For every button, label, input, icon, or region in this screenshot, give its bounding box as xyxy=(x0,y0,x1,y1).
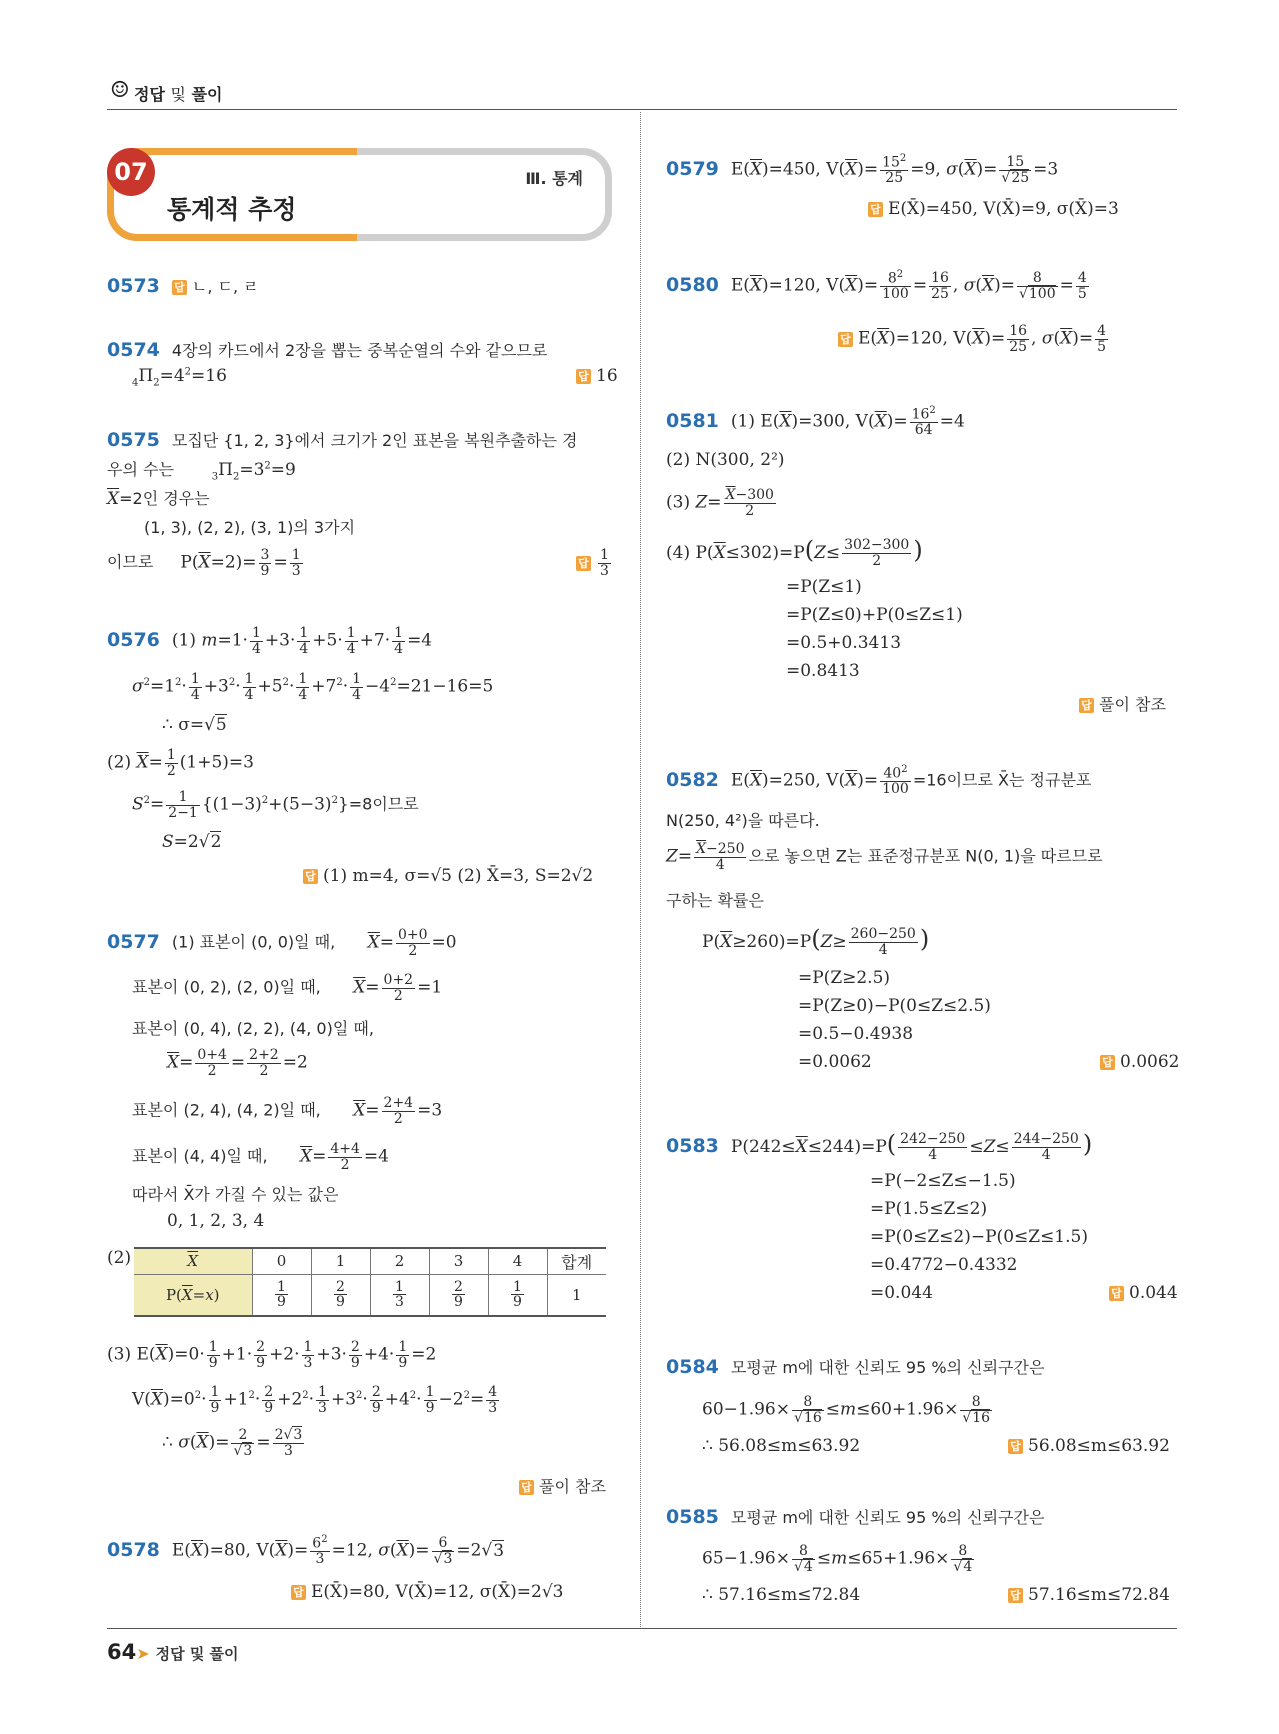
problem-0580: 0580 $E(\overline{X})=120$, $V(\overline{X})=$ $\frac{8^2}{100}$ = $\frac{16}{25}$ , $\sigma(\overline{X})=$ $\frac{8}{√100}$ = $\frac{4}{5}$ xyxy=(666,269,1087,303)
problem-0582-s3: =0.5−0.4938 xyxy=(798,1024,914,1044)
problem-0583-s2: =P(1.5≤Z≤2) xyxy=(870,1199,988,1219)
problem-0577-l11: ∴ $\sigma(\overline{X})=$ $\frac{2}{√3}$ = $\frac{2√3}{3}$ xyxy=(162,1427,303,1459)
answer-0580: 답 $E(\overline{X})=120$, $V(\overline{X})=$ $\frac{16}{25}$ , $\sigma(\overline{X})=$ $\frac{4}{5}$ xyxy=(838,324,1110,354)
problem-0584-l3: ∴ 56.08≤m≤63.92 xyxy=(702,1436,861,1456)
answer-0585: 답 57.16≤m≤72.84 xyxy=(1008,1585,1170,1605)
chapter-title: 통계적 추정 xyxy=(167,195,297,224)
answer-0575: 답 $\frac{1}{3}$ xyxy=(576,548,613,578)
mascot-icon: ☺ xyxy=(110,78,130,103)
problem-0581-s1: =P(Z≤1) xyxy=(786,577,862,597)
problem-0575: 0575 모집단 {1, 2, 3}에서 크기가 2인 표본을 복원추출하는 경 xyxy=(107,429,578,451)
problem-0585-l2: 65−1.96× $\frac{8}{√4}$ ≤m≤65+1.96× $\frac{8}{√4}$ xyxy=(702,1543,973,1575)
arrow-icon: ➤ xyxy=(136,1644,150,1663)
footer-rule xyxy=(107,1628,1177,1629)
problem-0577-l2: 표본이 (0, 2), (2, 0)일 때, $\overline{X}=$ $\frac{0+2}{2}$ =1 xyxy=(132,972,443,1004)
page-footer xyxy=(107,1640,239,1664)
problem-0582-s4: =0.0062 xyxy=(798,1052,872,1072)
problem-0576-l5: $S^2=$ $\frac{1}{2-1}$ $\{(1-3)^2+(5-3)^2\}=8$이므로 xyxy=(132,789,419,821)
problem-0576-l6: S=2√2 xyxy=(162,832,222,852)
problem-0585-l3: ∴ 57.16≤m≤72.84 xyxy=(702,1585,861,1605)
problem-0582-l5: $P(\overline{X}\ge 260)=P(Z\ge$ $\frac{260-250}{4}$ ) xyxy=(702,925,930,958)
problem-0583-s5: =0.044 xyxy=(870,1283,933,1303)
answer-0574: 답 16 xyxy=(576,366,618,386)
problem-0576-l2: $\sigma^2=1^2\cdot$ $\frac{1}{4}$ $+3^2\cdot$ $\frac{1}{4}$ $+5^2\cdot$ $\frac{1}{4}$ $+7^2\cdot$ $\frac{1}{4}$ $-4^2=21-16=5$ xyxy=(132,671,494,703)
answer-icon: 답 xyxy=(172,280,187,295)
chapter-part: Ⅲ. 통계 xyxy=(525,169,583,188)
problem-0577-l7: 따라서 X̄가 가질 수 있는 값은 xyxy=(132,1185,339,1204)
problem-0574: 0574 4장의 카드에서 2장을 뽑는 중복순열의 수와 같으므로 xyxy=(107,339,548,361)
problem-0577-l4: $\overline{X}=$ $\frac{0+4}{2}$ = $\frac{2+2}{2}$ =2 xyxy=(167,1047,308,1079)
page-header xyxy=(107,78,1177,110)
problem-0575-l5: 이므로 $P(\overline{X}=2)=$ $\frac{3}{9}$ = $\frac{1}{3}$ xyxy=(107,547,301,579)
answer-0581: 답 풀이 참조 xyxy=(1079,692,1166,715)
problem-0575-l3: $\overline{X}=2$인 경우는 xyxy=(107,489,210,509)
problem-0575-l4: (1, 3), (2, 2), (3, 1)의 3가지 xyxy=(144,518,356,537)
problem-0584-l2: 60−1.96× $\frac{8}{√16}$ ≤m≤60+1.96× $\frac{8}{√16}$ xyxy=(702,1394,991,1426)
problem-0581-l3: (3) Z= $\frac{\overline{X}-300}{2}$ xyxy=(666,487,774,519)
problem-0582-l3: Z= $\frac{\overline{X}-250}{4}$ 으로 놓으면 Z는 표준정규분포 N(0, 1)을 따르므로 xyxy=(666,841,1103,873)
problem-0577-l5: 표본이 (2, 4), (4, 2)일 때, $\overline{X}=$ $\frac{2+4}{2}$ =3 xyxy=(132,1095,443,1127)
problem-0573: 0573 답 ㄴ, ㄷ, ㄹ xyxy=(107,275,259,297)
problem-0579: 0579 $E(\overline{X})=450$, $V(\overline{X})=$ $\frac{15^2}{25}$ =9, $\sigma(\overline{X})=$ $\frac{15}{√25}$ =3 xyxy=(666,153,1059,187)
answer-0583: 답 0.044 xyxy=(1109,1283,1178,1303)
footer-label: 정답 및 풀이 xyxy=(155,1645,239,1663)
problem-0582-s1: =P(Z≥2.5) xyxy=(798,968,891,988)
header-title: 정답 및 풀이 xyxy=(134,85,223,104)
problem-0581-l2: (2) N(300, 2²) xyxy=(666,450,785,470)
problem-0581-s2: =P(Z≤0)+P(0≤Z≤1) xyxy=(786,605,963,625)
answer-0577: 답 풀이 참조 xyxy=(519,1474,606,1497)
page-number: 64 xyxy=(107,1640,137,1664)
problem-0585: 0585 모평균 m에 대한 신뢰도 95 %의 신뢰구간은 xyxy=(666,1506,1045,1528)
problem-0577-l8: 0, 1, 2, 3, 4 xyxy=(167,1211,265,1231)
problem-0584: 0584 모평균 m에 대한 신뢰도 95 %의 신뢰구간은 xyxy=(666,1356,1045,1378)
column-divider xyxy=(640,112,641,1627)
problem-0582-s2: =P(Z≥0)−P(0≤Z≤2.5) xyxy=(798,996,991,1016)
problem-0581-s4: =0.8413 xyxy=(786,661,860,681)
problem-0581-s3: =0.5+0.3413 xyxy=(786,633,902,653)
problem-0576-l4: (2) $\overline{X}=$ $\frac{1}{2}$ (1+5)=3 xyxy=(107,747,254,779)
answer-0576: 답 (1) m=4, σ=√5 (2) X̄=3, S=2√2 xyxy=(303,866,593,886)
problem-0583-s4: =0.4772−0.4332 xyxy=(870,1255,1018,1275)
problem-0581: 0581 (1) $E(\overline{X})=300$, $V(\overline{X})=$ $\frac{16^2}{64}$ =4 xyxy=(666,405,965,439)
problem-0582-l4: 구하는 확률은 xyxy=(666,891,764,910)
problem-0577-l6: 표본이 (4, 4)일 때, $\overline{X}=$ $\frac{4+4}{2}$ =4 xyxy=(132,1141,389,1173)
answer-0579: 답 E(X̄)=450, V(X̄)=9, σ(X̄)=3 xyxy=(868,199,1119,219)
problem-0577: 0577 (1) 표본이 (0, 0)일 때, $\overline{X}=$ $\frac{0+0}{2}$ =0 xyxy=(107,927,457,959)
formula-0574: $_4\Pi_2=4^2=16$ xyxy=(132,366,227,389)
chapter-number: 07 xyxy=(107,148,155,196)
distribution-table: $\overline{X}$ 0 1 2 3 4 합계 $P(\overline{X}=x)$ $\frac{1}{9}$ $\frac{2}{9}$ $\frac{1}{3}$ $\frac{2}{9}$ $\frac{1}{9}$ 1 xyxy=(134,1247,606,1317)
answer-0582: 답 0.0062 xyxy=(1100,1052,1179,1072)
problem-0576-l3: ∴ σ=√5 xyxy=(162,715,227,735)
problem-0581-l4: (4) $P(\overline{X}\le 302)=P(Z\le$ $\frac{302-300}{2}$ ) xyxy=(666,536,923,569)
problem-0583-s3: =P(0≤Z≤2)−P(0≤Z≤1.5) xyxy=(870,1227,1088,1247)
problem-0577-l3: 표본이 (0, 4), (2, 2), (4, 0)일 때, xyxy=(132,1019,374,1038)
problem-0582: 0582 $E(\overline{X})=250$, $V(\overline{X})=$ $\frac{40^2}{100}$ =16이므로 X̄는 정규분포 xyxy=(666,764,1092,798)
problem-0578: 0578 $E(\overline{X})=80$, $V(\overline{X})=$ $\frac{6^2}{3}$ =12, $\sigma(\overline{X})=$ $\frac{6}{√3}$ =2√3 xyxy=(107,1534,505,1568)
answer-0578: 답 E(X̄)=80, V(X̄)=12, σ(X̄)=2√3 xyxy=(291,1582,563,1602)
answer-0584: 답 56.08≤m≤63.92 xyxy=(1008,1436,1170,1456)
chapter-heading xyxy=(107,140,615,246)
problem-0575-l2: 우의 수는 $_3\Pi_2=3^2=9$ xyxy=(107,460,296,483)
problem-0583: 0583 $P(242\le\overline{X}\le 244)=P$( $\frac{242-250}{4}$ ≤Z≤ $\frac{244-250}{4}$ ) xyxy=(666,1130,1093,1163)
problem-0577-l10: $V(\overline{X})=0^2\cdot$ $\frac{1}{9}$ $+1^2\cdot$ $\frac{2}{9}$ $+2^2\cdot$ $\frac{1}{3}$ $+3^2\cdot$ $\frac{2}{9}$ $+4^2\cdot$ $\frac{1}{9}$ $-2^2=$ $\frac{4}{3}$ xyxy=(132,1384,498,1416)
problem-0577-label2: (2) xyxy=(107,1248,132,1268)
problem-0582-l2: N(250, 4²)을 따른다. xyxy=(666,811,820,830)
problem-0583-s1: =P(−2≤Z≤−1.5) xyxy=(870,1171,1016,1191)
problem-0576: 0576 (1) m=1· $\frac{1}{4}$ +3· $\frac{1}{4}$ +5· $\frac{1}{4}$ +7· $\frac{1}{4}$ =4 xyxy=(107,625,433,657)
problem-0577-l9: (3) $E(\overline{X})=0\cdot$ $\frac{1}{9}$ +1· $\frac{2}{9}$ +2· $\frac{1}{3}$ +3· $\frac{2}{9}$ +4· $\frac{1}{9}$ =2 xyxy=(107,1339,437,1371)
